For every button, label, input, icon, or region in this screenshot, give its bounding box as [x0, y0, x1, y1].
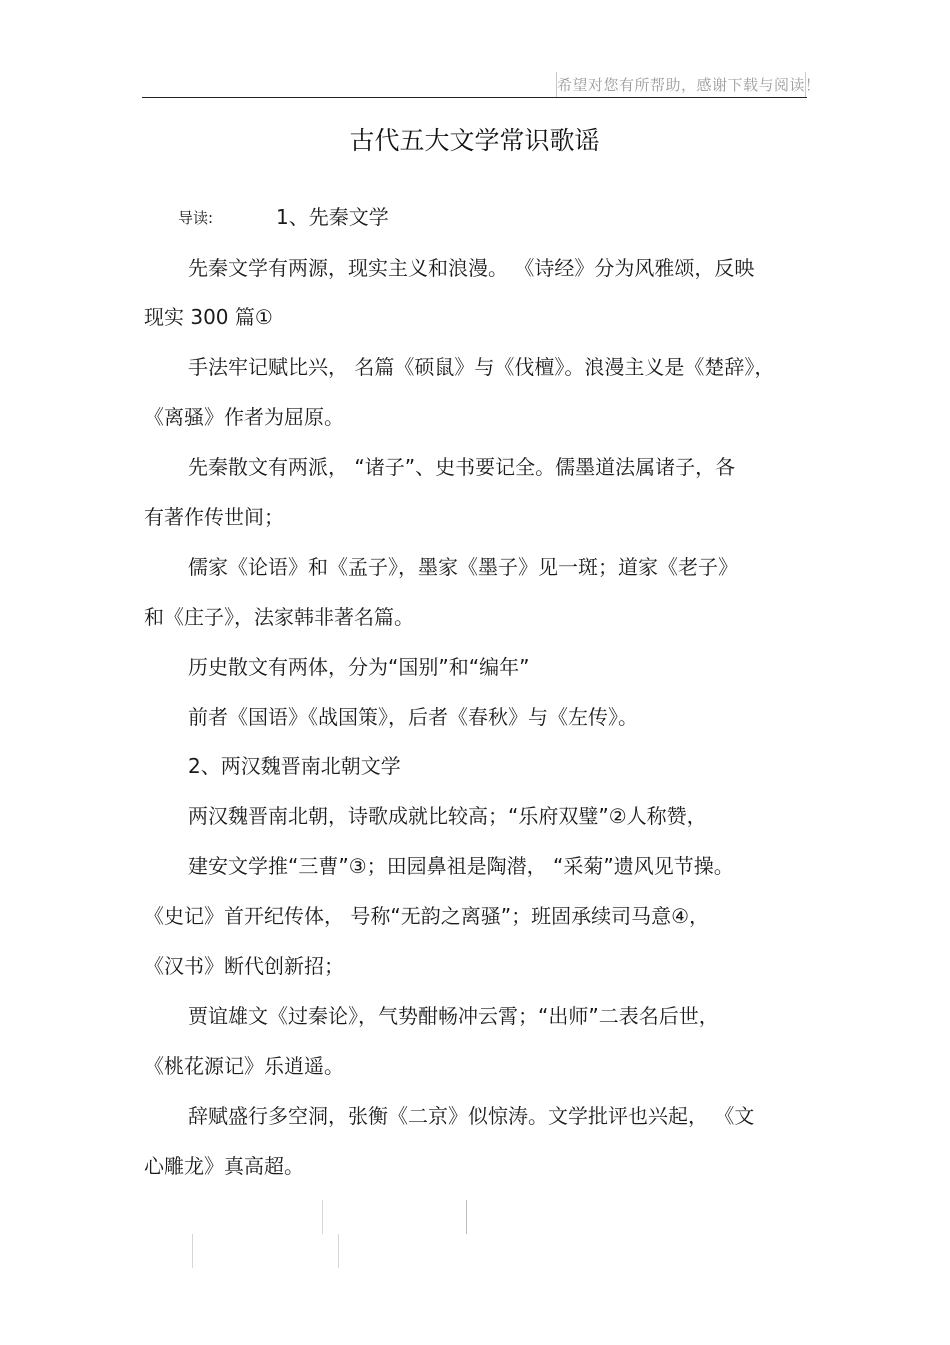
paragraph-line: 有著作传世间；	[144, 505, 284, 529]
paragraph-line: 《史记》首开纪传体， 号称“无韵之离骚”；班固承续司马意④，	[144, 904, 710, 928]
guide-label: 导读:	[178, 209, 214, 227]
paragraph-line: 两汉魏晋南北朝，诗歌成就比较高；“乐府双璧”②人称赞，	[188, 804, 707, 828]
paragraph-line: 《桃花源记》乐逍遥。	[144, 1054, 344, 1078]
paragraph-line: 先秦文学有两源，现实主义和浪漫。 《诗经》分为风雅颂，反映	[188, 256, 755, 280]
paragraph-line: 前者《国语》《战国策》，后者《春秋》与《左传》。	[188, 705, 638, 729]
paragraph-line: 辞赋盛行多空洞，张衡《二京》似惊涛。文学批评也兴起， 《文	[188, 1104, 755, 1128]
section-heading-2: 2、两汉魏晋南北朝文学	[188, 754, 401, 778]
scan-artifact-line	[466, 1200, 467, 1234]
paragraph-line: 手法牢记赋比兴， 名篇《硕鼠》与《伐檀》。浪漫主义是《楚辞》，	[188, 355, 775, 379]
page-title: 古代五大文学常识歌谣	[349, 126, 600, 155]
paragraph-line: 《汉书》断代创新招；	[144, 954, 344, 978]
paragraph-line: 和《庄子》，法家韩非著名篇。	[144, 605, 414, 629]
scan-artifact-line	[322, 1200, 323, 1234]
header-rule	[142, 97, 807, 98]
header-note: 希望对您有所帮助，感谢下载与阅读！	[556, 72, 806, 98]
section-heading-1: 1、先秦文学	[276, 205, 389, 229]
paragraph-line: 历史散文有两体，分为“国别”和“编年”	[188, 655, 530, 679]
paragraph-line: 儒家《论语》和《孟子》，墨家《墨子》见一斑；道家《老子》	[188, 555, 738, 579]
paragraph-line: 《离骚》作者为屈原。	[144, 405, 344, 429]
paragraph-line: 贾谊雄文《过秦论》，气势酣畅冲云霄；“出师”二表名后世，	[188, 1004, 719, 1028]
paragraph-line: 心雕龙》真高超。	[144, 1154, 304, 1178]
scan-artifact-line	[338, 1234, 339, 1268]
scan-artifact-line	[192, 1234, 193, 1268]
paragraph-line: 先秦散文有两派， “诸子”、史书要记全。儒墨道法属诸子，各	[188, 455, 736, 479]
paragraph-line: 建安文学推“三曹”③；田园鼻祖是陶潜， “采菊”遗风见节操。	[188, 854, 734, 878]
paragraph-line: 现实 300 篇①	[144, 305, 273, 329]
